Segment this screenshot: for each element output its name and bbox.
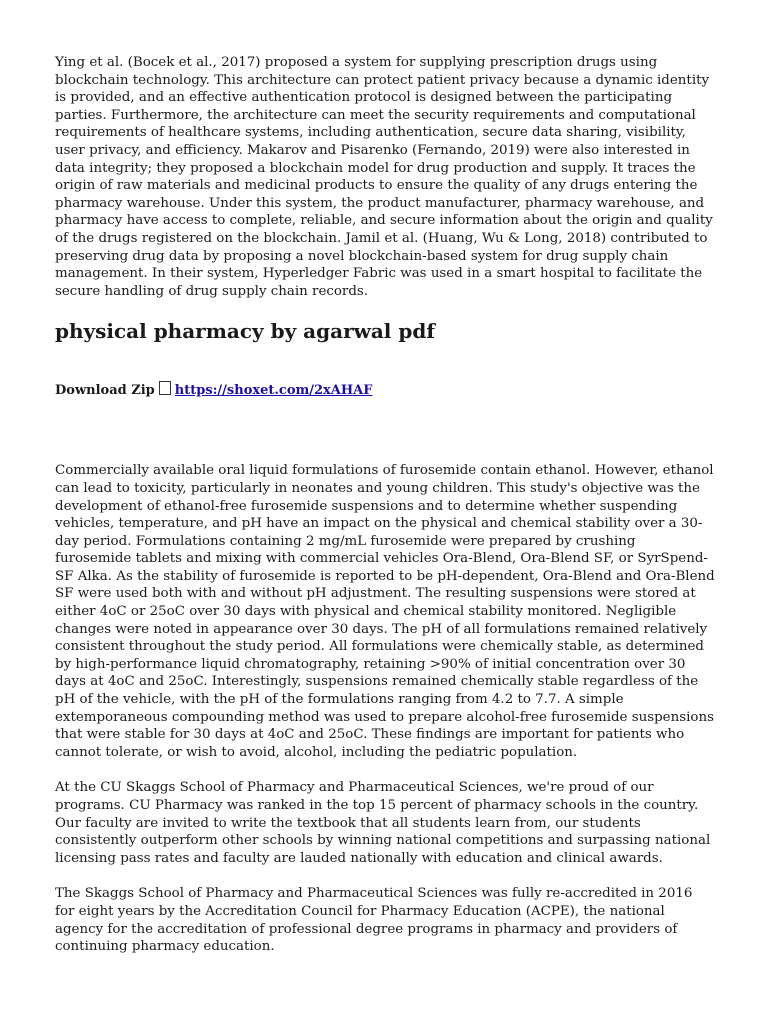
page-title: physical pharmacy by agarwal pdf [55,319,435,344]
missing-glyph-icon [159,381,171,395]
download-line [55,381,715,400]
furosemide-paragraph: Commercially available oral liquid formulations of furosemide contain ethanol. However, ethanol can lead to toxicity, particularly in neonates and young children. This study's objective was the development of ethanol-free furosemide suspensions and to determine whether suspending vehicles, temperature, and pH have an impact on the physical and chemical stability over a 30-day period. Formulations containing 2 mg/mL furosemide were prepared by crushing furosemide tablets and mixing with commercial vehicles Ora-Blend, Ora-Blend SF, or SyrSpend-SF Alka. As the stability of furosemide is reported to be pH-dependent, Ora-Blend and Ora-Blend SF were used both with and without pH adjustment. The resulting suspensions were stored at either 4oC or 25oC over 30 days with physical and chemical stability monitored. Negligible changes were noted in appearance over 30 days. The pH of all formulations remained relatively consistent throughout the study period. All formulations were chemically stable, as determined by high-performance liquid chromatography, retaining >90% of initial concentration over 30 days at 4oC and 25oC. Interestingly, suspensions remained chemically stable regardless of the pH of the vehicle, with the pH of the formulations ranging from 4.2 to 7.7. A simple extemporaneous compounding method was used to prepare alcohol-free furosemide suspensions that were stable for 30 days at 4oC and 25oC. These findings are important for patients who cannot tolerate, or wish to avoid, alcohol, including the pediatric population. [55,463,715,760]
download-label: Download Zip [55,383,155,399]
cu-skaggs-paragraph: At the CU Skaggs School of Pharmacy and Pharmaceutical Sciences, we're proud of our programs. CU Pharmacy was ranked in the top 15 percent of pharmacy schools in the country. Our faculty are invited to write the textbook that all students learn from, our students consistently outperform other schools by winning national competitions and surpassing national licensing pass rates and faculty are lauded nationally with education and clinical awards. [55,780,711,866]
download-link[interactable]: https://shoxet.com/2xAHAF [174,383,373,399]
intro-paragraph: Ying et al. (Bocek et al., 2017) proposed a system for supplying prescription drugs using blockchain technology. This architecture can protect patient privacy because a dynamic identity is provided, and an effective authentication protocol is designed between the participating parties. Furthermore, the architecture can meet the security requirements and computational requirements of healthcare systems, including authentication, secure data sharing, visibility, user privacy, and efficiency. Makarov and Pisarenko (Fernando, 2019) were also interested in data integrity; they proposed a blockchain model for drug production and supply. It traces the origin of raw materials and medicinal products to ensure the quality of any drugs entering the pharmacy warehouse. Under this system, the product manufacturer, pharmacy warehouse, and pharmacy have access to complete, reliable, and secure information about the origin and quality of the drugs registered on the blockchain. Jamil et al. (Huang, Wu & Long, 2018) contributed to preserving drug data by proposing a novel blockchain-based system for drug supply chain management. In their system, Hyperledger Fabric was used in a smart hospital to facilitate the secure handling of drug supply chain records. [55,55,713,299]
document-page [55,54,715,956]
accreditation-paragraph: The Skaggs School of Pharmacy and Pharmaceutical Sciences was fully re-accredited in 2016 for eight years by the Accreditation Council for Pharmacy Education (ACPE), the national agency for the accreditation of professional degree programs in pharmacy and providers of continuing pharmacy education. [55,886,693,955]
